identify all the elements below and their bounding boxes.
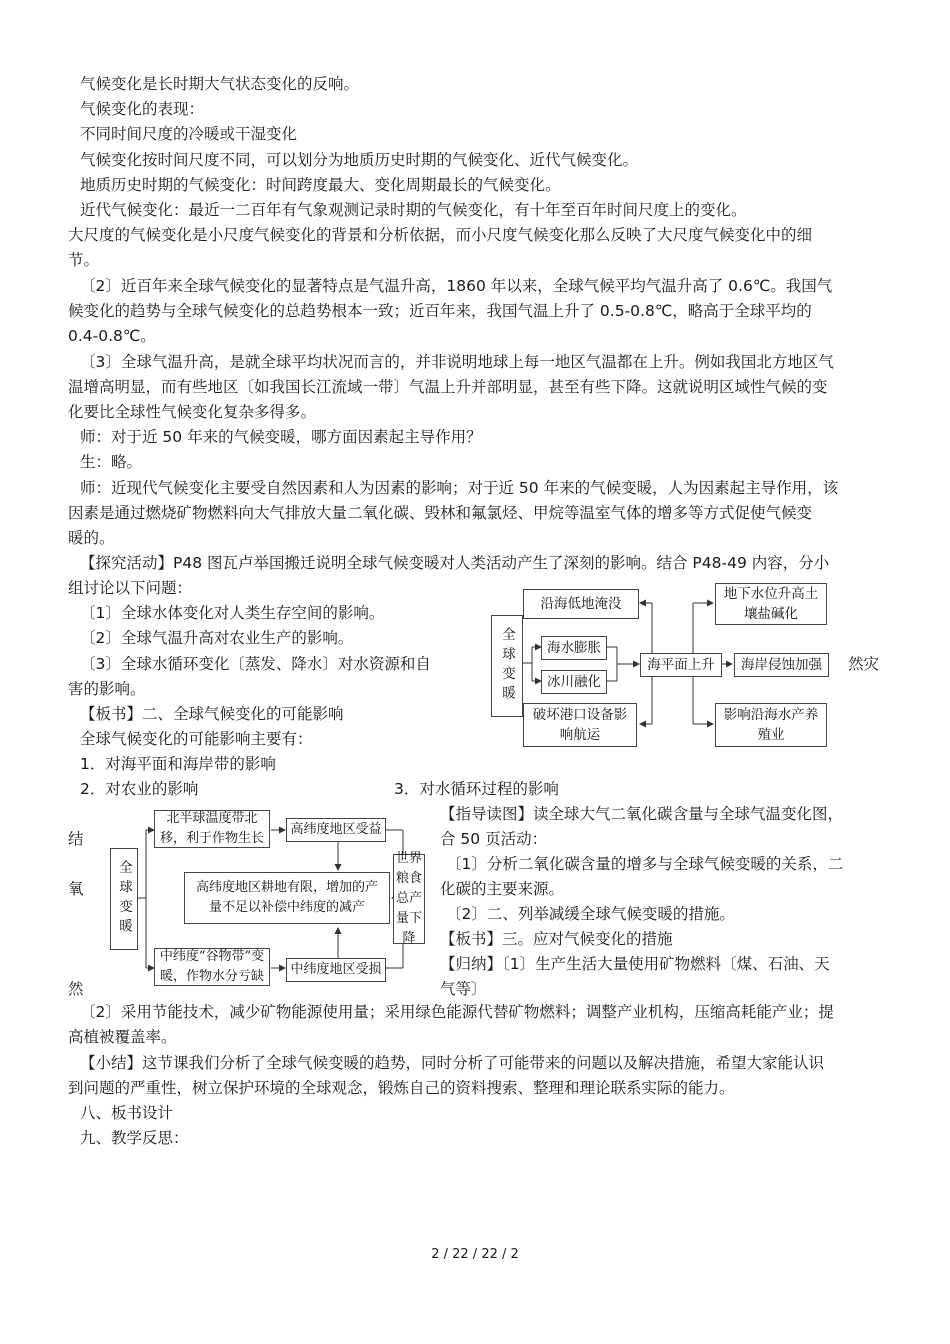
sea-level-diagram — [489, 583, 829, 751]
text-line: 气候变化按时间尺度不同，可以划分为地质历史时期的气候变化、近代气候变化。 — [80, 151, 639, 169]
text-line: 气候变化是长时期大气状态变化的反响。 — [80, 75, 360, 93]
diagram-node-global-warming: 全球变暖 — [110, 848, 138, 950]
diagram-node: 地下水位升高土壤盐碱化 — [715, 583, 827, 625]
text-line: 气等〕 — [440, 980, 487, 998]
text-line: 化碳的主要来源。 — [440, 880, 565, 898]
text-line: 〔2〕采用节能技术，减少矿物能源使用量；采用绿色能源代替矿物燃料；调整产业机构，压缩高耗能产业；提 — [80, 1003, 834, 1021]
text-line: 【探究活动】P48 图瓦卢举国搬迁说明全球气候变暖对人类活动产生了深刻的影响。结合 P48-49 内容，分小 — [80, 554, 830, 572]
diagram-node-global-warming: 全球变暖 — [491, 615, 523, 717]
text-line: 暖的。 — [68, 529, 115, 547]
text-line: 节。 — [68, 251, 100, 269]
text-line: 0.4-0.8℃。 — [68, 327, 156, 345]
text-line: 因素是通过燃烧矿物燃料向大气排放大量二氧化碳、毁林和氟氯烃、甲烷等温室气体的增多等方式促使气候变 — [68, 504, 813, 522]
text-line: 〔1〕分析二氧化碳含量的增多与全球气候变暖的关系，二 — [446, 855, 844, 873]
text-line: 3．对水循环过程的影响 — [394, 780, 559, 798]
diagram-node: 中纬度地区受损 — [286, 958, 386, 982]
diagram-node: 冰川融化 — [541, 670, 607, 694]
text-line: 高植被覆盖率。 — [68, 1028, 177, 1046]
text-line: 结 — [68, 830, 84, 848]
diagram-node: 高纬度地区耕地有限，增加的产量不足以补偿中纬度的减产 — [184, 872, 390, 924]
text-line: 〔1〕全球水体变化对人类生存空间的影响。 — [80, 604, 385, 622]
text-line: 1．对海平面和海岸带的影响 — [80, 755, 276, 773]
text-line: 〔3〕全球气温升高，是就全球平均状况而言的，并非说明地球上每一地区气温都在上升。例如我国北方地区气 — [80, 353, 834, 371]
text-line: 然 — [68, 980, 84, 998]
diagram-node-world-grain: 世界粮食总产量下降 — [393, 854, 425, 944]
text-line: 八、板书设计 — [80, 1104, 174, 1122]
page-number: 2 / 22 / 22 / 2 — [431, 1247, 519, 1262]
text-line: 到问题的严重性，树立保护环境的全球观念，锻炼自己的资料搜索、整理和理论联系实际的能力。 — [68, 1079, 735, 1097]
diagram-node-sea-level: 海平面上升 — [640, 653, 722, 677]
text-line: 地质历史时期的气候变化：时间跨度最大、变化周期最长的气候变化。 — [80, 176, 561, 194]
text-line: 〔2〕全球气温升高对农业生产的影响。 — [80, 629, 354, 647]
text-line: 然灾 — [848, 655, 880, 673]
text-line: 大尺度的气候变化是小尺度气候变化的背景和分析依据，而小尺度气候变化那么反映了大尺度气候变化中的细 — [68, 226, 813, 244]
diagram-node: 沿海低地淹没 — [523, 589, 639, 619]
text-line: 九、教学反思： — [80, 1129, 189, 1147]
text-line: 师：近现代气候变化主要受自然因素和人为因素的影响；对于近 50 年来的气候变暖，人为因素起主导作用，该 — [80, 479, 839, 497]
diagram-node: 中纬度“谷物带”变暖，作物水分亏缺 — [154, 948, 270, 986]
text-line: 氧 — [68, 880, 84, 898]
diagram-node: 破坏港口设备影响航运 — [523, 703, 637, 747]
diagram-node: 影响沿海水产养殖业 — [715, 703, 827, 747]
agriculture-diagram — [108, 808, 428, 990]
text-line: 不同时间尺度的冷暖或干湿变化 — [80, 125, 298, 143]
text-line: 【小结】这节课我们分析了全球气候变暖的趋势，同时分析了可能带来的问题以及解决措施，希望大家能认识 — [80, 1054, 825, 1072]
text-line: 〔3〕全球水循环变化〔蒸发、降水〕对水资源和自 — [80, 655, 431, 673]
diagram-node: 海岸侵蚀加强 — [734, 653, 829, 677]
text-line: 全球气候变化的可能影响主要有： — [80, 730, 313, 748]
text-line: 组讨论以下问题： — [68, 579, 193, 597]
diagram-node: 海水膨胀 — [541, 636, 607, 660]
text-line: 温增高明显，而有些地区〔如我国长江流域一带〕气温上升并部明显，甚至有些下降。这就说明区域性气候的变 — [68, 378, 828, 396]
text-line: 【指导读图】读全球大气二氧化碳含量与全球气温变化图， — [440, 805, 844, 823]
diagram-node: 北半球温度带北移，利于作物生长 — [154, 810, 270, 848]
text-line: 【归纳】〔1〕生产生活大量使用矿物燃料〔煤、石油、天 — [440, 955, 830, 973]
text-line: 害的影响。 — [68, 680, 146, 698]
text-line: 〔2〕近百年来全球气候变化的显著特点是气温升高，1860 年以来，全球气候平均气温升高了 0.6℃。我国气 — [80, 277, 833, 295]
text-line: 生：略。 — [80, 453, 143, 471]
text-line: 合 50 页活动： — [440, 830, 548, 848]
text-line: 师：对于近 50 年来的气候变暖，哪方面因素起主导作用？ — [80, 428, 482, 446]
diagram-node: 高纬度地区受益 — [286, 818, 386, 842]
text-line: 候变化的趋势与全球气候变化的总趋势根本一致；近百年来，我国气温上升了 0.5-0.8℃，略高于全球平均的 — [68, 302, 812, 320]
text-line: 【板书】三。应对气候变化的措施 — [440, 930, 673, 948]
text-line: 〔2〕二、列举减缓全球气候变暖的措施。 — [446, 905, 735, 923]
text-line: 【板书】二、全球气候变化的可能影响 — [80, 705, 344, 723]
text-line: 2．对农业的影响 — [80, 780, 199, 798]
text-line: 近代气候变化：最近一二百年有气象观测记录时期的气候变化，有十年至百年时间尺度上的变化。 — [80, 201, 747, 219]
text-line: 化要比全球性气候变化复杂多得多。 — [68, 403, 317, 421]
text-line: 气候变化的表现： — [80, 100, 205, 118]
